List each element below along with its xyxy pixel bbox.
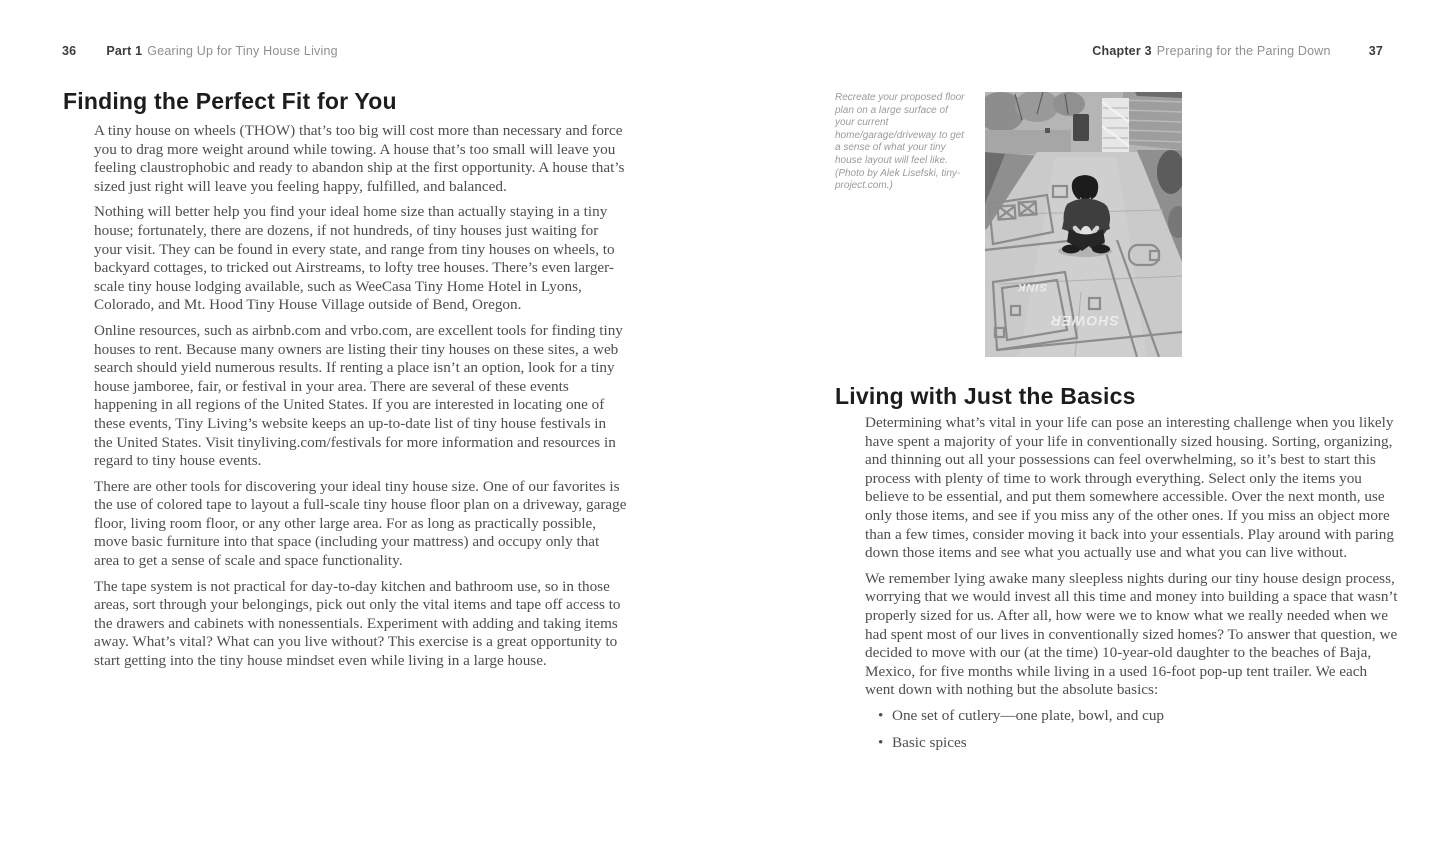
body-paragraph: We remember lying awake many sleepless nights during our tiny house design process, worrying that we would invest all this time and money into building a space that wasn’t properly sized for us. After all, how were we to know what we really needed when we had spent most of our lives in conventionally sized homes? To answer that question, we decided to move with our (at the time) 10-year-old daughter to the beaches of Baja, Mexico, for five months while living in a used 16-foot pop-up tent trailer. We each went down with nothing but the absolute basics:	[865, 569, 1398, 699]
section-heading-left: Finding the Perfect Fit for You	[63, 88, 397, 114]
list-item: • Basic spices	[878, 734, 1398, 753]
left-body-column	[94, 122, 627, 678]
page-number-right: 37	[1368, 44, 1383, 58]
floor-plan-photo	[985, 92, 1182, 357]
body-paragraph: Online resources, such as airbnb.com and vrbo.com, are excellent tools for finding tiny houses to rent. Because many owners are listing their tiny houses on these sites, a web search should yield numerous results. If renting a place isn’t an option, look for a tiny house jamboree, fair, or festival in your area. There are several of these events happening in all regions of the United States. If you are interested in locating one of these events, Tiny Living’s website keeps an up-to-date list of tiny house festivals in the United States. Visit tinyliving.com/festivals for more information and resources in regard to tiny house events.	[94, 321, 623, 470]
running-head-right	[1092, 44, 1383, 58]
sink-label: SINK	[1016, 281, 1047, 293]
body-paragraph: A tiny house on wheels (THOW) that’s too big will cost more than necessary and force you to drag more weight around while towing. A house that’s too small will leave you feeling claustrophobic and ready to abandon ship at the first opportunity. A house that’s sized just right will leave you feeling happy, fulfilled, and balanced.	[94, 122, 625, 195]
chapter-title: Preparing for the Paring Down	[1156, 44, 1331, 58]
right-body-column	[865, 414, 1398, 761]
chapter-label: Chapter 3	[1092, 44, 1152, 58]
staircase	[1102, 98, 1129, 160]
page-number-left: 36	[62, 44, 77, 58]
shower-label: SHOWER	[1050, 313, 1119, 329]
body-paragraph: The tape system is not practical for day-to-day kitchen and bathroom use, so in those areas, sort through your belongings, pick out only the vital items and tape off access to the drawers and cabinets with nonessentials. Experiment with adding and taking items away. What’s vital? What can you live without? This exercise is a great opportunity to start getting into the tiny house mindset even while living in a large house.	[94, 577, 621, 670]
floor-plan-photo-svg	[985, 92, 1182, 357]
list-item: • One set of cutlery—one plate, bowl, and cup	[878, 707, 1398, 726]
basics-list	[878, 707, 1398, 753]
body-paragraph: Nothing will better help you find your ideal home size than actually staying in a tiny house; fortunately, there are dozens, if not hundreds, of tiny houses just waiting for your visit. They can be found in every state, and range from tiny houses on wheels, to backyard cottages, to tricked out Airstreams, to lofty tree houses. There’s even larger-scale tiny house lodging available, such as WeeCasa Tiny Home Hotel in Lyons, Colorado, and Mt. Hood Tiny House Village outside of Bend, Oregon.	[94, 203, 615, 314]
trash-can	[1073, 114, 1089, 141]
body-paragraph: Determining what’s vital in your life can pose an interesting challenge when you likely have spent a majority of your life in conventionally sized housing. Sorting, organizing, and thinning out all your possessions can feel overwhelming, so it’s best to start this process with plenty of time to work through everything. Select only the items you believe to be essential, and put them somewhere accessible. Over the next month, use only those items, and see if you miss any of the other ones. If you miss an object more than a few times, consider moving it back into your essentials. Play around with paring down those items and see what you actually use and what you can live without.	[865, 414, 1394, 562]
house	[1123, 92, 1182, 150]
photo-caption: Recreate your proposed floor plan on a large surface of your current home/garage/driveway to get a sense of what your tiny house layout will feel like. (Photo by Alek Lisefski, tiny-project.com.)	[835, 92, 965, 192]
part-label: Part 1	[106, 44, 143, 58]
part-title: Gearing Up for Tiny House Living	[147, 44, 338, 58]
running-head-left	[62, 44, 338, 58]
section-heading-right: Living with Just the Basics	[835, 383, 1136, 409]
body-paragraph: There are other tools for discovering your ideal tiny house size. One of our favorites is the use of colored tape to layout a full-scale tiny house floor plan on a driveway, garage floor, living room floor, or any other large area. For as long as practically possible, move basic furniture into that space (including your mattress) and occupy only that area to get a sense of scale and space functionality.	[94, 477, 627, 570]
